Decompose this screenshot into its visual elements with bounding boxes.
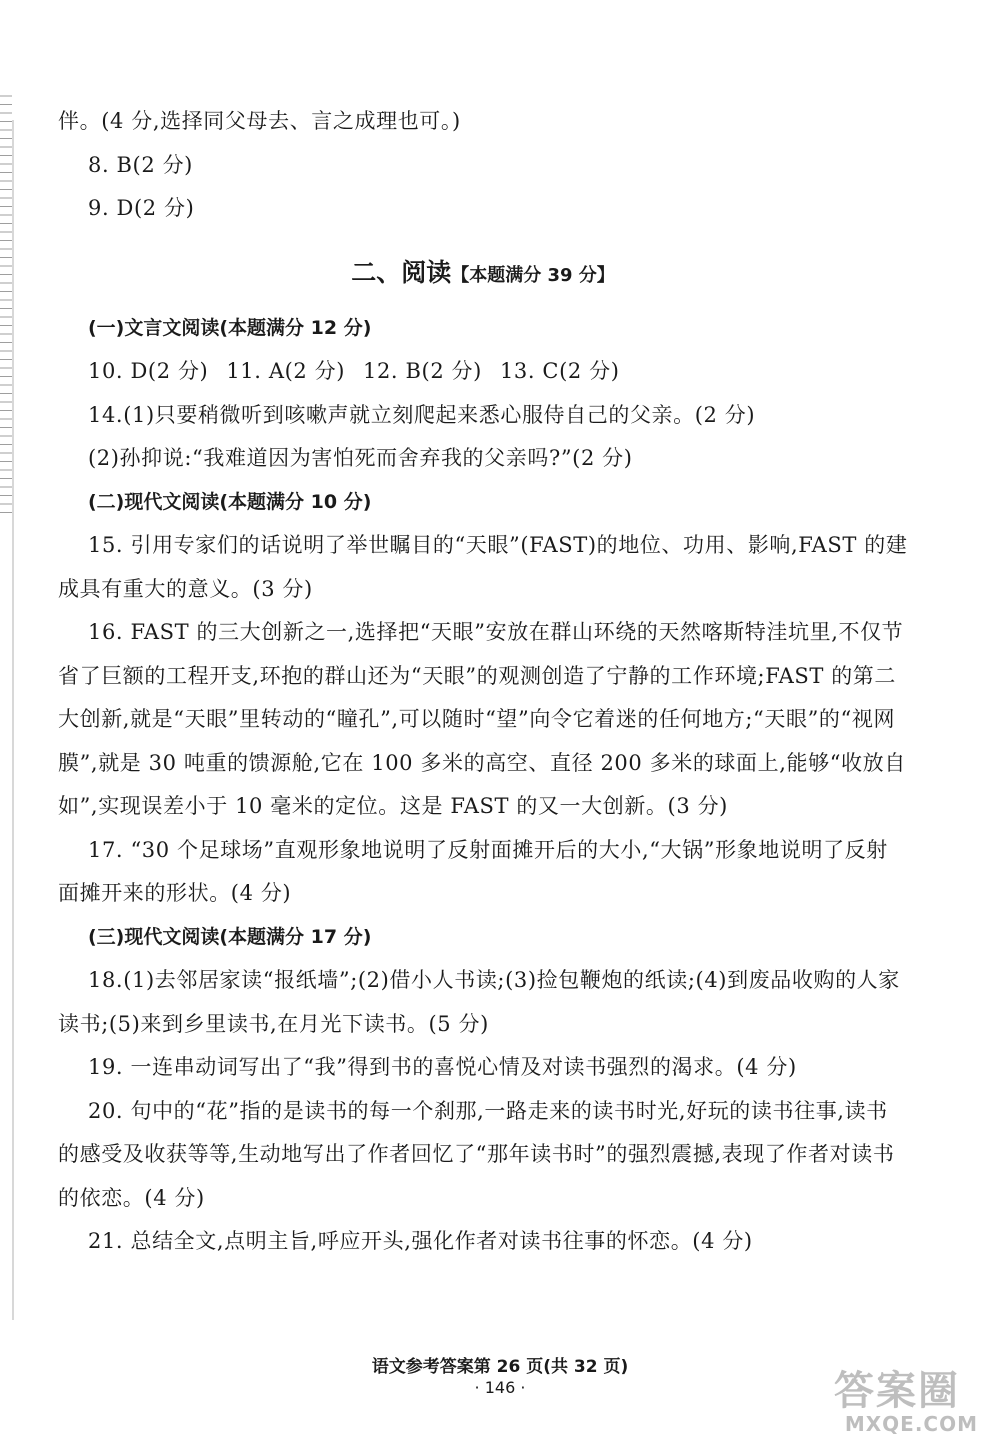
answer-page	[58, 100, 908, 1264]
answer-14-2: (2)孙抑说:“我难道因为害怕死而舍弃我的父亲吗?”(2 分)	[88, 446, 633, 470]
answer-20: 20. 句中的“花”指的是读书的每一个刹那,一路走来的读书时光,好玩的读书往事,读书的感受及收获等等,生动地写出了作者回忆了“那年读书时”的强烈震撼,表现了作者对读书的依恋。(4 分)	[58, 1098, 895, 1210]
part2-heading: (二)现代文阅读(本题满分 10 分)	[88, 490, 372, 513]
answer-12: 12. B(2 分)	[363, 359, 482, 383]
answer-13: 13. C(2 分)	[499, 359, 620, 383]
section-title-text: 二、阅读	[351, 257, 452, 287]
answer-18: 18.(1)去邻居家读“报纸墙”;(2)借小人书读;(3)捡包鞭炮的纸读;(4)到废品收购的人家读书;(5)来到乡里读书,在月光下读书。(5 分)	[58, 968, 900, 1036]
answer-line-continuation: 伴。(4 分,选择同父母去、言之成理也可。)	[58, 109, 461, 133]
answer-17: 17. “30 个足球场”直观形象地说明了反射面摊开后的大小,“大锅”形象地说明了反射面摊开来的形状。(4 分)	[58, 837, 888, 905]
part3-heading: (三)现代文阅读(本题满分 17 分)	[88, 925, 372, 948]
binding-line	[12, 120, 14, 1320]
answer-8: 8. B(2 分)	[88, 152, 193, 177]
answer-14-1: 14.(1)只要稍微听到咳嗽声就立刻爬起来悉心服侍自己的父亲。(2 分)	[88, 402, 756, 427]
watermark-logo	[834, 1369, 984, 1441]
answer-10: 10. D(2 分)	[88, 359, 209, 383]
watermark-site: MXQE.COM	[844, 1412, 978, 1436]
page-label: 语文参考答案第 26 页(共 32 页)	[371, 1357, 629, 1377]
answer-19: 19. 一连串动词写出了“我”得到书的喜悦心情及对读书强烈的渴求。(4 分)	[88, 1055, 797, 1079]
answer-15: 15. 引用专家们的话说明了举世瞩目的“天眼”(FAST)的地位、功用、影响,FAST 的建成具有重大的意义。(3 分)	[58, 533, 908, 601]
section-title	[58, 253, 908, 289]
page-number: · 146 ·	[474, 1378, 526, 1397]
answer-21: 21. 总结全文,点明主旨,呼应开头,强化作者对读书往事的怀恋。(4 分)	[88, 1229, 753, 1253]
answer-16: 16. FAST 的三大创新之一,选择把“天眼”安放在群山环绕的天然喀斯特洼坑里,不仅节省了巨额的工程开支,环抱的群山还为“天眼”的观测创造了宁静的工作环境;FAST 的第二大创新,就是“天眼”里转动的“瞳孔”,可以随时“望”向令它着迷的任何地方;“天眼”的“视网膜”,就是 30 吨重的馈源舱,它在 100 多米的高空、直径 200 多米的球面上,能够“收放自如”,实现误差小于 10 毫米的定位。这是 FAST 的又一大创新。(3 分)	[58, 620, 906, 818]
watermark-main: 答案圈	[834, 1368, 960, 1414]
answer-11: 11. A(2 分)	[226, 359, 346, 383]
binding-edge	[0, 95, 12, 515]
part1-heading: (一)文言文阅读(本题满分 12 分)	[88, 316, 372, 339]
section-score-note: 【本题满分 39 分】	[451, 264, 615, 286]
answers-10-13	[58, 350, 908, 394]
answer-9: 9. D(2 分)	[88, 196, 195, 220]
